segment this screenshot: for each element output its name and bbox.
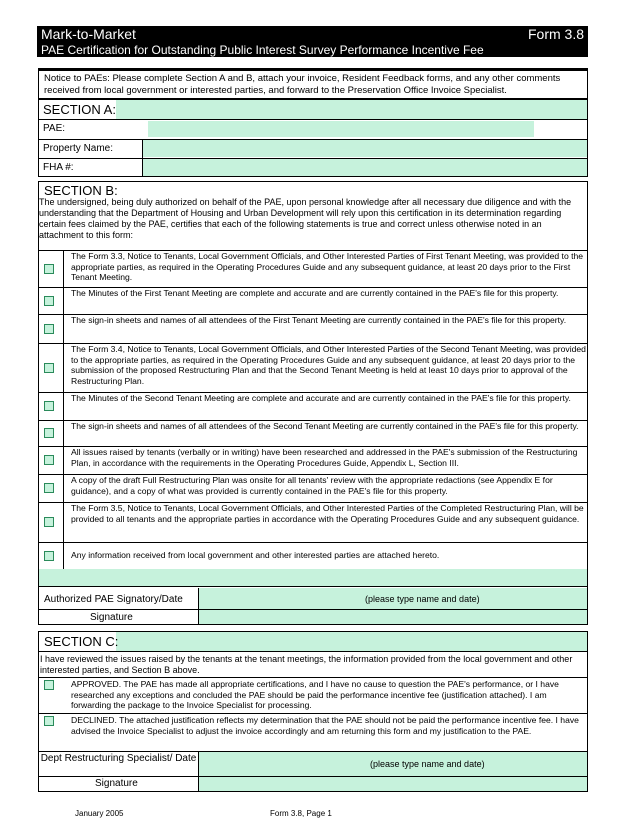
- certification-statement: The Minutes of the Second Tenant Meeting are complete and accurate and are currently contained in the PAE's file for this property.: [71, 393, 571, 403]
- notice-text: Notice to PAEs: Please complete Section A and B, attach your invoice, Resident Feedback forms, and any other comments received from local government or interested parties, and forward to the Preservation Office Invoice Specialist.: [38, 68, 588, 99]
- certification-statement: The Form 3.3, Notice to Tenants, Local Government Officials, and Other Interested Parties of First Tenant Meeting, was provided to the appropriate parties, as required in the Operating Procedures Guide and any subsequent guidance, at least 20 days prior to the First Tenant Meeting.: [71, 251, 584, 282]
- section-c-intro: I have reviewed the issues raised by the tenants at the tenant meetings, the information provided from the local government and other interested parties, and Section B above.: [40, 654, 573, 675]
- divider: [198, 588, 199, 624]
- property-name-input[interactable]: [143, 140, 587, 157]
- divider: [198, 751, 199, 792]
- certification-checkbox[interactable]: [44, 363, 54, 373]
- certification-statement: The Minutes of the First Tenant Meeting are complete and accurate and are currently contained in the PAE's file for this property.: [71, 288, 559, 298]
- form-header-bar: [37, 26, 588, 43]
- divider: [38, 119, 588, 120]
- declined-checkbox[interactable]: [44, 716, 54, 726]
- fha-input[interactable]: [143, 159, 587, 176]
- specialist-hint: (please type name and date): [370, 759, 485, 769]
- property-name-label: Property Name:: [43, 143, 114, 154]
- divider: [38, 586, 588, 587]
- form-number: Form 3.8: [527, 26, 584, 42]
- certification-checkbox[interactable]: [44, 483, 54, 493]
- specialist-label: Dept Restructuring Specialist/ Date: [40, 753, 197, 764]
- certification-statement: A copy of the draft Full Restructuring Plan was onsite for all tenants' review with the appropriate redactions (see Appendix E for guidance), and a copy of what was provided is currently contained in the PAE's file for this property.: [71, 475, 553, 496]
- section-b-intro: The undersigned, being duly authorized on behalf of the PAE, upon personal knowledge after all necessary due diligence and with the understanding that the Department of Housing and Urban Development will rely upon this certification in its determination regarding certain fees claimed by the PAE, certifies that each of the following statements is true and correct unless otherwise noted in an attachment to this form:: [39, 197, 572, 240]
- form-title: Mark-to-Market: [41, 26, 136, 42]
- certification-statement: All issues raised by tenants (verbally or in writing) have been researched and addressed in the PAE's submission of the Restructuring Plan, in accordance with the requirements in the Operating Procedures Guide, Appendix L, Section III.: [71, 447, 578, 468]
- specialist-signature-label: Signature: [95, 778, 138, 789]
- spacer-fill: [39, 569, 587, 586]
- certification-checkbox[interactable]: [44, 264, 54, 274]
- certification-checkbox[interactable]: [44, 455, 54, 465]
- declined-text: DECLINED. The attached justification reflects my determination that the PAE should not be paid the performance incentive fee. I have advised the Invoice Specialist to adjust the invoice accordingly and am returning this form and my justification to the PAE.: [71, 715, 579, 736]
- certification-checkbox[interactable]: [44, 551, 54, 561]
- divider: [38, 677, 588, 678]
- signatory-label: Authorized PAE Signatory/Date: [44, 594, 183, 605]
- fha-label: FHA #:: [43, 162, 74, 173]
- divider: [38, 651, 588, 652]
- certification-statement: The sign-in sheets and names of all attendees of the First Tenant Meeting are currently contained in the PAE's file for this property.: [71, 315, 567, 325]
- section-c-title: SECTION C:: [44, 634, 119, 649]
- certification-statement: The Form 3.4, Notice to Tenants, Local Government Officials, and Other Interested Parties of the Second Tenant Meeting, was provided to the appropriate parties, as required in the Operating Procedures Guide and any subsequent guidance, at least 20 days prior to the submission of the proposed Restructuring Plan and that the Second Tenant Meeting is held at least 10 days prior to approval of the Restructuring Plan.: [71, 344, 586, 386]
- form-subtitle: PAE Certification for Outstanding Public Interest Survey Performance Incentive Fee: [37, 43, 588, 57]
- approved-text: APPROVED. The PAE has made all appropriate certifications, and I have no cause to question the PAE's performance, or I have researched any exceptions and concluded the PAE should be paid the performance incentive fee (justification attached). I am forwarding the package to the Invoice Specialist for processing.: [71, 679, 559, 710]
- signatory-hint: (please type name and date): [365, 594, 480, 604]
- certification-checkbox[interactable]: [44, 324, 54, 334]
- certification-checkbox[interactable]: [44, 401, 54, 411]
- approved-checkbox[interactable]: [44, 680, 54, 690]
- certification-checkbox[interactable]: [44, 296, 54, 306]
- signature-label: Signature: [90, 612, 133, 623]
- divider: [142, 139, 143, 177]
- certification-statement: The Form 3.5, Notice to Tenants, Local Government Officials, and Other Interested Parties of the Completed Restructuring Plan, will be provided to all tenants and the appropriate parties in accordance with the Operating Procedures Guide and any subsequent guidance.: [71, 503, 584, 524]
- pae-input[interactable]: [148, 121, 534, 137]
- divider: [38, 713, 588, 714]
- divider: [63, 250, 64, 586]
- certification-checkbox[interactable]: [44, 428, 54, 438]
- footer-date: January 2005: [75, 809, 124, 818]
- signature-input[interactable]: [199, 610, 587, 624]
- section-a-header-fill: [116, 100, 587, 119]
- specialist-signature-input[interactable]: [199, 777, 587, 791]
- section-b-title: SECTION B:: [44, 183, 118, 198]
- certification-checkbox[interactable]: [44, 517, 54, 527]
- pae-label: PAE:: [43, 123, 66, 134]
- certification-statement: The sign-in sheets and names of all attendees of the Second Tenant Meeting are currently contained in the PAE's file for this property.: [71, 421, 579, 431]
- section-c-header-fill: [116, 632, 587, 651]
- footer-page: Form 3.8, Page 1: [270, 809, 332, 818]
- section-a-title: SECTION A:: [43, 102, 116, 117]
- certification-statement: Any information received from local government and other interested parties are attached hereto.: [71, 550, 440, 560]
